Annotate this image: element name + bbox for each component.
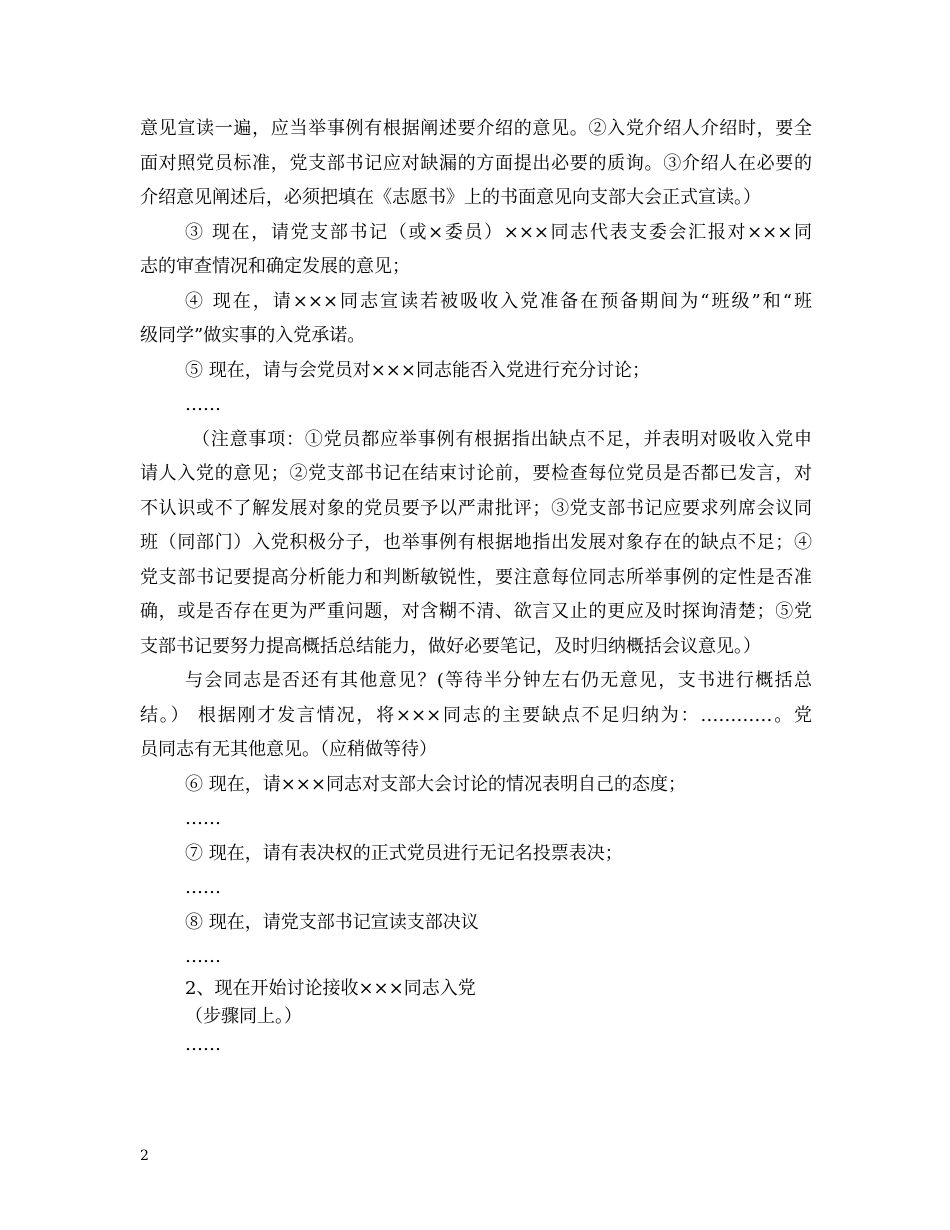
ellipsis-line: …… — [185, 394, 221, 415]
text-line: 请人入党的意见；②党支部书记在结束讨论前，要检查每位党员是否都已发言，对 — [140, 463, 812, 484]
document-body — [140, 112, 812, 1059]
text-line: 级同学”做实事的入党承诺。 — [140, 325, 366, 346]
ellipsis-line: …… — [185, 946, 221, 967]
text-line: 意见宣读一遍，应当举事例有根据阐述要介绍的意见。②入党介绍人介绍时，要全 — [140, 118, 812, 139]
section-heading: 2、现在开始讨论接收×××同志入党 — [185, 977, 476, 999]
text-line: 面对照党员标准，党支部书记应对缺漏的方面提出必要的质询。③介绍人在必要的 — [140, 152, 812, 174]
text-line: ⑦ 现在，请有表决权的正式党员进行无记名投票表决； — [185, 842, 623, 864]
text-line: 不认识或不了解发展对象的党员要予以严肃批评；③党支部书记应要求列席会议同 — [140, 497, 812, 519]
ellipsis-line: …… — [185, 877, 221, 898]
text-line: ⑤ 现在，请与会党员对×××同志能否入党进行充分讨论； — [185, 359, 650, 381]
text-line: 志的审查情况和确定发展的意见； — [140, 256, 410, 277]
text-line: 班（同部门）入党积极分子，也举事例有根据地指出发展对象存在的缺点不足；④ — [140, 532, 812, 553]
text-line: （步骤同上。） — [185, 1005, 302, 1027]
text-line: 与会同志是否还有其他意见？(等待半分钟左右仍无意见，支书进行概括总 — [185, 670, 812, 691]
page-number: 2 — [140, 1148, 149, 1164]
ellipsis-line: …… — [185, 808, 221, 829]
text-line: ⑧ 现在，请党支部书记宣读支部决议 — [185, 911, 479, 933]
text-line: 结。） 根据刚才发言情况，将×××同志的主要缺点不足归纳为：…………。党 — [140, 704, 812, 726]
text-line: （注意事项：①党员都应举事例有根据指出缺点不足，并表明对吸收入党申 — [192, 428, 812, 450]
ellipsis-line: …… — [185, 1033, 221, 1055]
text-line: 介绍意见阐述后，必须把填在《志愿书》上的书面意见向支部大会正式宣读。） — [140, 187, 761, 208]
text-line: 确，或是否存在更为严重问题，对含糊不清、欲言又止的更应及时探询清楚；⑤党 — [140, 601, 812, 622]
text-line: ④ 现在，请×××同志宣读若被吸收入党准备在预备期间为“班级”和“班 — [185, 290, 812, 312]
text-line: 员同志有无其他意见。（应稍做等待） — [140, 739, 437, 760]
text-line: 支部书记要努力提高概括总结能力，做好必要笔记，及时归纳概括会议意见。） — [140, 635, 761, 657]
text-line: ③ 现在，请党支部书记（或×委员）×××同志代表支委会汇报对×××同 — [185, 221, 812, 243]
text-line: ⑥ 现在，请×××同志对支部大会讨论的情况表明自己的态度； — [185, 773, 686, 795]
text-line: 党支部书记要提高分析能力和判断敏锐性，要注意每位同志所举事例的定性是否准 — [140, 566, 812, 588]
